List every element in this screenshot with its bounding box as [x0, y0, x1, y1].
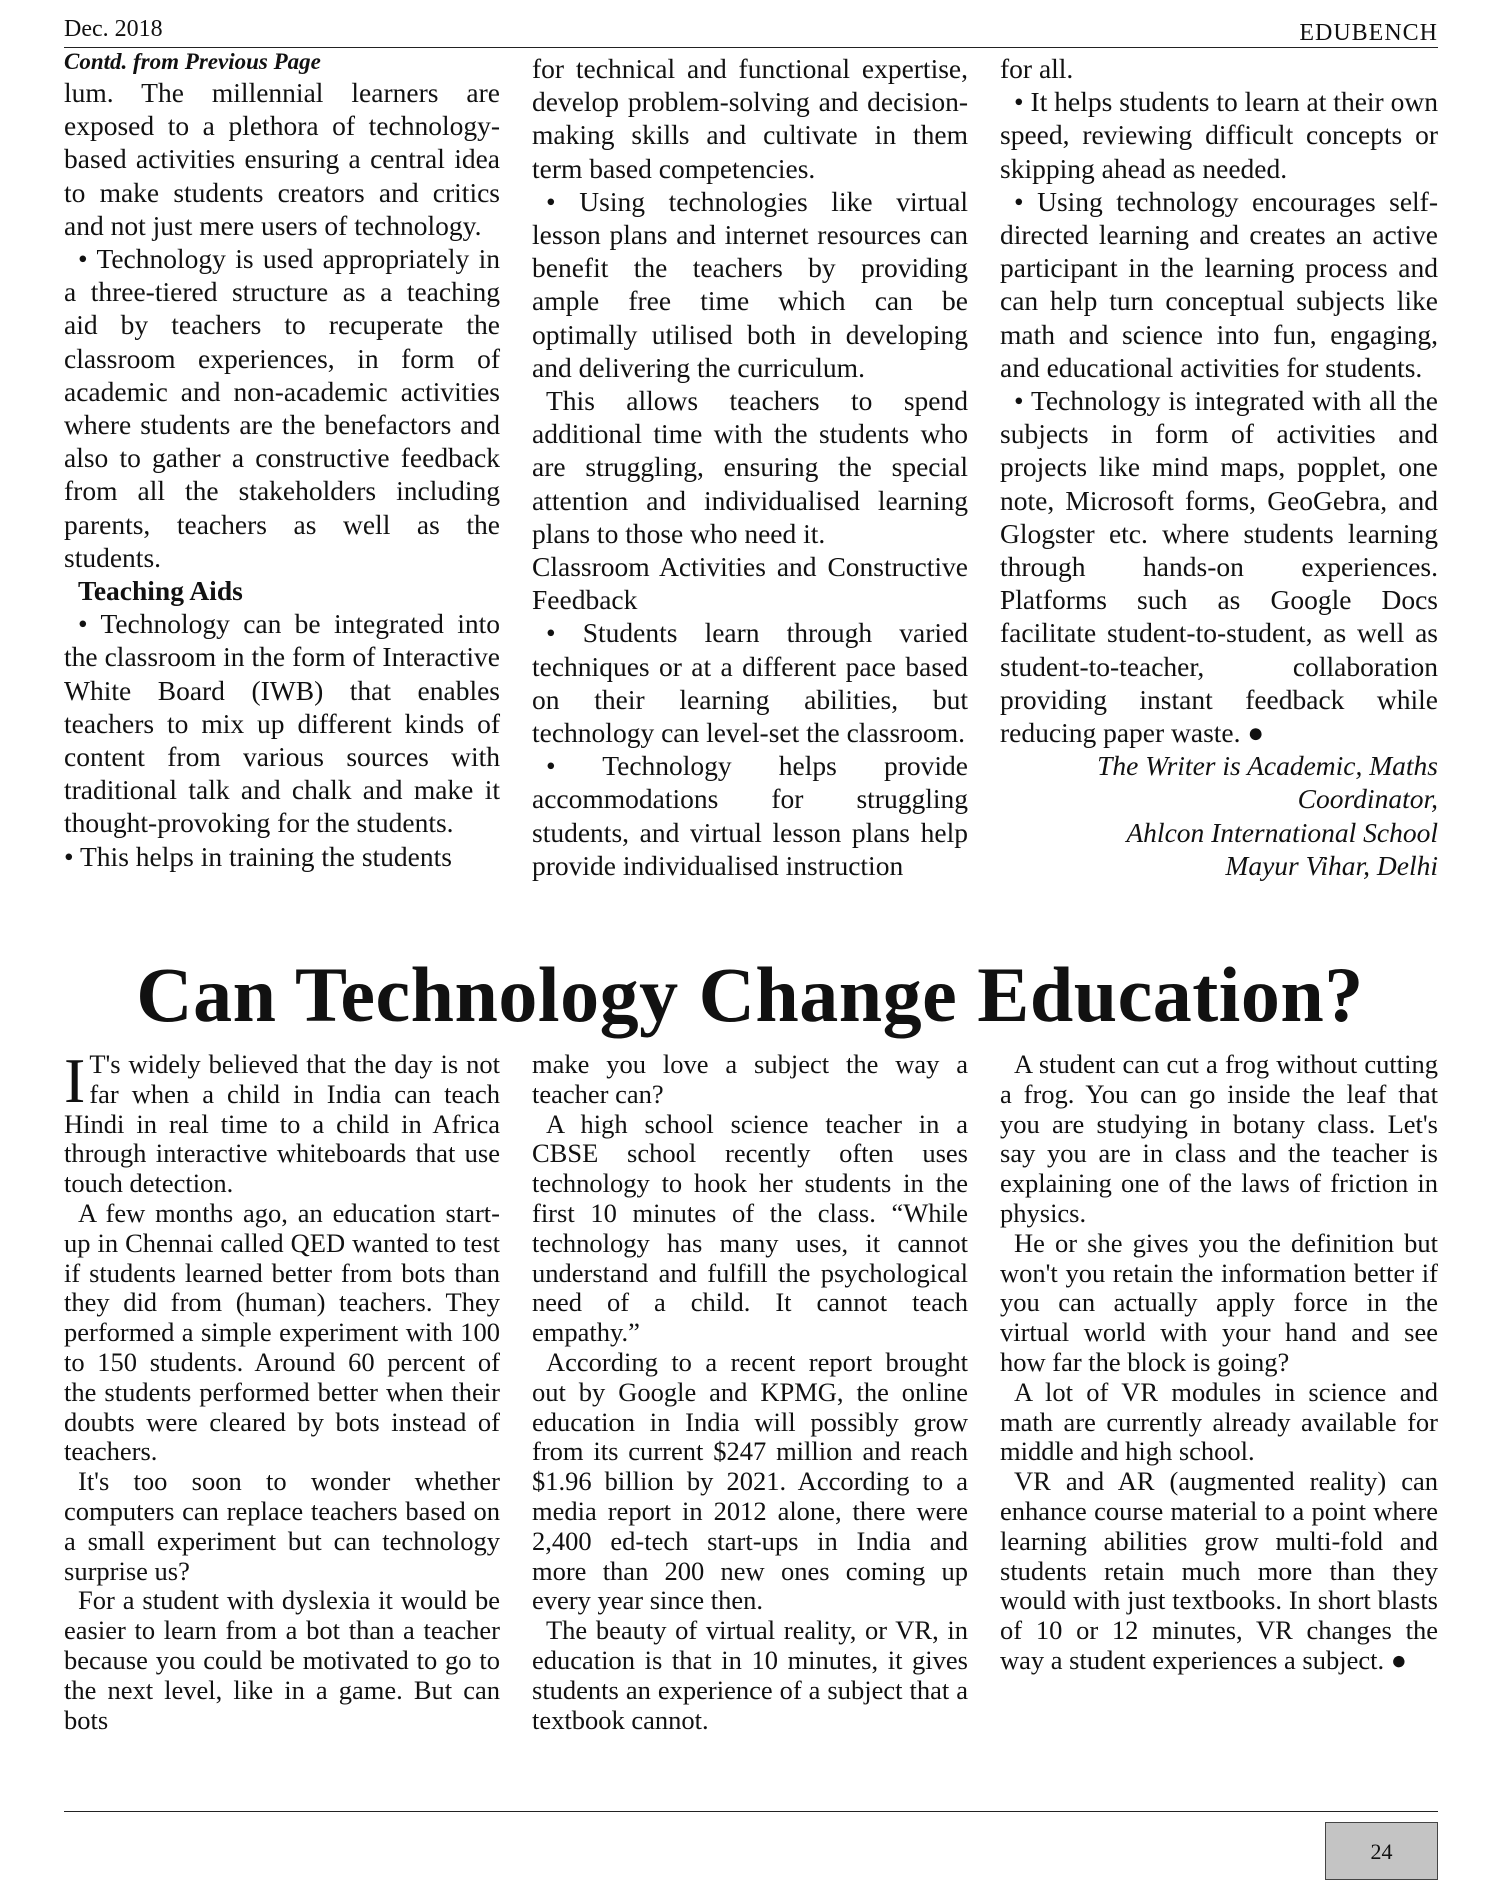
- paragraph: A student can cut a frog without cutting a frog. You can go inside the leaf that you are studying in botany class. Let's say you are in class and the teacher is explaining one of the laws of friction in physics.: [1000, 1049, 1438, 1228]
- author-credit-line: Ahlcon International School: [1126, 816, 1438, 848]
- paragraph: for technical and functional expertise, develop problem-solving and decision-making skills and cultivate in them term based competencies.: [532, 53, 968, 184]
- paragraph: It's too soon to wonder whether computers can replace teachers based on a small experiment but can technology surprise us?: [64, 1466, 500, 1586]
- paragraph: For a student with dyslexia it would be easier to learn from a bot than a teacher because you could be motivated to go to the next level, like in a game. But can bots: [64, 1585, 500, 1735]
- paragraph: • Technology is integrated with all the subjects in form of activities and projects like mind maps, popplet, one note, Microsoft forms, GeoGebra, and Glogster etc. where students learning through hands-on experiences. Platforms such as Google Docs facilitate student-to-student, as well as student-to-teacher, collaboration providing instant feedback while reducing paper waste. ●: [1000, 385, 1438, 749]
- author-credit-line: The Writer is Academic, Maths Coordinator,: [1097, 750, 1438, 815]
- paragraph: lum. The millennial learners are exposed to a plethora of technology-based activities ensuring a central idea to make students creators and critics and not just mere users of technology.: [64, 77, 500, 241]
- issue-date: Dec. 2018: [64, 16, 163, 42]
- article-column-3: [1000, 1050, 1438, 1676]
- paragraph: • This helps in training the students: [64, 840, 452, 872]
- publication-name: EDUBENCH: [1299, 20, 1438, 46]
- article-column-1: [64, 1045, 500, 1735]
- article-headline: Can Technology Change Education?: [136, 951, 1364, 1038]
- paragraph: • Using technology encourages self-directed learning and creates an active participant in the learning process and can help turn conceptual subjects like math and science into fun, engaging, and educational activities for students.: [1000, 185, 1438, 383]
- author-credit-line: Mayur Vihar, Delhi: [1225, 849, 1438, 881]
- paragraph: VR and AR (augmented reality) can enhance course material to a point where learning abilities grow multi-fold and students retain much more than they would with just textbooks. In short blasts of 10 or 12 minutes, VR changes the way a student experiences a subject. ●: [1000, 1466, 1438, 1675]
- continued-column-2: [532, 52, 968, 882]
- paragraph: The beauty of virtual reality, or VR, in education is that in 10 minutes, it gives students an experience of a subject that a textbook cannot.: [532, 1615, 968, 1735]
- paragraph: A few months ago, an education start-up in Chennai called QED wanted to test if students learned better from bots than they did from (human) teachers. They performed a simple experiment with 100 to 150 students. Around 60 percent of the students performed better when their doubts were cleared by bots instead of teachers.: [64, 1197, 500, 1467]
- paragraph: This allows teachers to spend additional time with the students who are struggling, ensuring the special attention and individualised learning plans to those who need it.: [532, 385, 968, 549]
- paragraph: • Technology helps provide accommodations for struggling students, and virtual lesson plans help provide individualised instruction: [532, 750, 968, 881]
- continued-column-3: [1000, 52, 1438, 882]
- paragraph: According to a recent report brought out by Google and KPMG, the online education in India will possibly grow from its current $247 million and reach $1.96 billion by 2021. According to a media report in 2012 alone, there were 2,400 ed-tech start-ups in India and more than 200 new ones coming up every year since then.: [532, 1346, 968, 1616]
- paragraph: • Using technologies like virtual lesson plans and internet resources can benefit the teachers by providing ample free time which can be optimally utilised both in developing and delivering the curriculum.: [532, 185, 968, 383]
- paragraph: make you love a subject the way a teacher can?: [532, 1049, 968, 1109]
- paragraph: A high school science teacher in a CBSE school recently often uses technology to hook her students in the first 10 minutes of the class. “While technology has many uses, it cannot understand and fulfill the psychological need of a child. It cannot teach empathy.”: [532, 1108, 968, 1348]
- section-heading: Classroom Activities and Constructive Feedback: [532, 551, 968, 616]
- paragraph: • It helps students to learn at their own speed, reviewing difficult concepts or skipping ahead as needed.: [1000, 86, 1438, 184]
- paragraph: • Students learn through varied techniques or at a different pace based on their learning abilities, but technology can level-set the classroom.: [532, 617, 968, 749]
- footer-rule: [64, 1811, 1438, 1812]
- continued-column-1: [64, 48, 500, 873]
- paragraph-text: T's widely believed that the day is not far when a child in India can teach Hindi in real time to a child in Africa through interactive whiteboards that use touch detection.: [64, 1049, 500, 1199]
- paragraph: • Technology can be integrated into the classroom in the form of Interactive White Board (IWB) that enables teachers to mix up different kinds of content from various sources with traditional talk and chalk and make it thought-provoking for the students.: [64, 608, 500, 839]
- paragraph: [64, 1045, 500, 1199]
- article-column-2: [532, 1050, 968, 1735]
- page-number: 24: [1325, 1822, 1438, 1880]
- paragraph: A lot of VR modules in science and math are currently already available for middle and high school.: [1000, 1376, 1438, 1467]
- continued-label: Contd. from Previous Page: [64, 49, 321, 74]
- paragraph: • Technology is used appropriately in a three-tiered structure as a teaching aid by teachers to recuperate the classroom experiences, in form of academic and non-academic activities where students are the benefactors and also to gather a constructive feedback from all the stakeholders including parents, teachers as well as the students.: [64, 243, 500, 573]
- paragraph: He or she gives you the definition but won't you retain the information better if you can actually apply force in the virtual world with your hand and see how far the block is going?: [1000, 1227, 1438, 1377]
- drop-cap: I: [64, 1045, 86, 1116]
- subheading: Teaching Aids: [78, 575, 243, 607]
- paragraph: for all.: [1000, 53, 1074, 84]
